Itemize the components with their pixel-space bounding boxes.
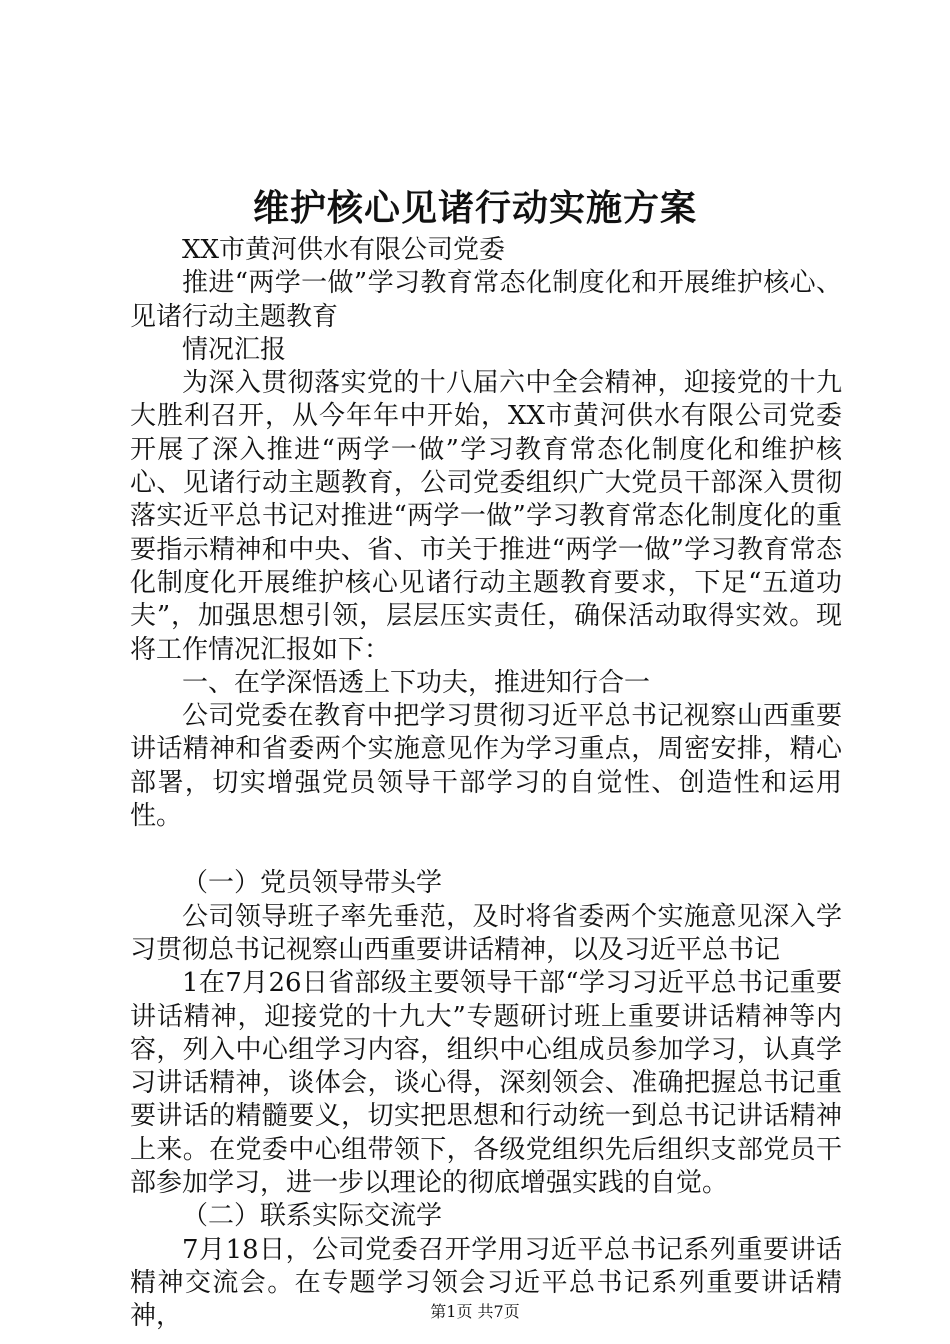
subsection-heading-2: （二）联系实际交流学 (182, 1201, 443, 1232)
paragraph-organization: XX市黄河供水有限公司党委 (182, 235, 506, 265)
paragraph-subsection-1b: 1在7月26日省部级主要领导干部“学习习近平总书记重要讲话精神，迎接党的十九大”专题研讨班上重要讲话精神等内容，列入中心组学习内容，组织中心组成员参加学习，认真学习讲话精神，谈体会，谈心得，深刻领会、准确把握总书记重要讲话的精髓要义，切实把思想和行动统一到总书记讲话精神上来。在党委中心组带领下，各级党组织先后组织支部党员干部参加学习，进一步以理论的彻底增强实践的自觉。 (130, 968, 842, 1199)
paragraph-section-1: 公司党委在教育中把学习贯彻习近平总书记视察山西重要讲话精神和省委两个实施意见作为学习重点，周密安排，精心部署，切实增强党员领导干部学习的自觉性、创造性和运用性。 (130, 701, 842, 832)
section-heading-1: 一、在学深悟透上下功夫，推进知行合一 (182, 667, 651, 698)
subsection-heading-1: （一）党员领导带头学 (182, 868, 443, 899)
page-number-footer: 第1页 共7页 (430, 1302, 520, 1321)
document-body (130, 234, 842, 1334)
paragraph-subsection-2: 7月18日，公司党委召开学用习近平总书记系列重要讲话精神交流会。在专题学习领会习近平总书记系列重要讲话精神， (130, 1234, 842, 1332)
paragraph-intro: 为深入贯彻落实党的十八届六中全会精神，迎接党的十九大胜利召开，从今年年中开始，XX市黄河供水有限公司党委开展了深入推进“两学一做”学习教育常态化制度化和维护核心、见诸行动主题教育，公司党委组织广大党员干部深入贯彻落实近平总书记对推进“两学一做”学习教育常态化制度化的重要指示精神和中央、省、市关于推进“两学一做”学习教育常态化制度化开展维护核心见诸行动主题教育要求，下足“五道功夫”，加强思想引领，层层压实责任，确保活动取得实效。现将工作情况汇报如下： (130, 368, 842, 665)
document-title: 维护核心见诸行动实施方案 (252, 187, 697, 229)
paragraph-subsection-1a: 公司领导班子率先垂范，及时将省委两个实施意见深入学习贯彻总书记视察山西重要讲话精神，以及习近平总书记 (130, 901, 842, 965)
paragraph-subtitle: 推进“两学一做”学习教育常态化制度化和开展维护核心、见诸行动主题教育 (130, 268, 842, 332)
paragraph-report-label: 情况汇报 (182, 334, 287, 365)
